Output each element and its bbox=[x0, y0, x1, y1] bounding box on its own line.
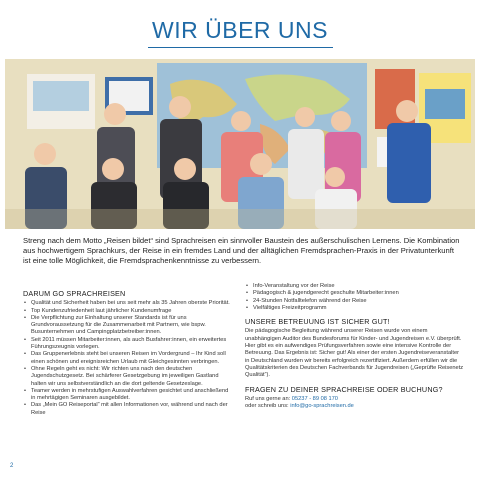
list-item: • Das „Mein GO Reiseportal“ mit allen Informationen vor, während und nach der Reise bbox=[23, 402, 233, 417]
intro-paragraph: Streng nach dem Motto „Reisen bildet“ sind Sprachreisen ein sinnvoller Baustein des außerschulischen Lernens. Die Kombination aus hochwertigem Sprachkurs, der Reise in ein fremdes Land und der alltäglichen Fremdsprachen-Praxis in der Privatunterkunft ist eine tolle Möglichkeit, die Fremdsprachenkenntnisse zu verbessern. bbox=[23, 236, 460, 265]
list-item: • Vielfältiges Freizeitprogramm bbox=[245, 305, 465, 312]
email-link[interactable]: info@go-sprachreisen.de bbox=[290, 403, 354, 410]
phone-label: Ruf uns gerne an: bbox=[245, 395, 292, 402]
page-title: WIR ÜBER UNS bbox=[152, 17, 328, 43]
contact-heading: FRAGEN ZU DEINER SPRACHREISE ODER BUCHUNG? bbox=[245, 384, 443, 394]
list-item: • Teamer werden in mehrstufigen Auswahlverfahren gesichtet und anschließend in mehrtägigen Seminaren ausgebildet. bbox=[23, 388, 233, 403]
title-underline bbox=[148, 47, 333, 48]
page-number: 2 bbox=[10, 463, 14, 469]
list-item: • Ohne Regeln geht es nicht: Wir richten uns nach den deutschen Jugendschutzgesetz. Bei schärferer Gesetzgebung im jeweiligen Gastland halten wir uns selbstverständlich an die dort geltende Gesetzeslage. bbox=[23, 366, 233, 388]
list-item: • Pädagogisch & jugendgerecht geschulte Mitarbeiter:innen bbox=[245, 290, 465, 297]
why-go-list bbox=[23, 300, 233, 417]
list-item: • Info-Veranstaltung vor der Reise bbox=[245, 283, 465, 290]
why-go-heading: DARUM GO SPRACHREISEN bbox=[23, 289, 126, 298]
care-heading: UNSERE BETREUUNG IST SICHER GUT! bbox=[245, 317, 390, 327]
right-column bbox=[245, 283, 465, 410]
mail-label: oder schreib uns: bbox=[245, 403, 291, 410]
mail-line bbox=[245, 403, 465, 410]
phone-link[interactable]: 05237 - 89 08 170 bbox=[291, 395, 338, 402]
list-item: • Die Verpflichtung zur Einhaltung unserer Standards ist für uns Grundvoraussetzung für die Zusammenarbeit mit Partnern, wie bspw. Busunternehmen und Campingplatzbetreiber:innen. bbox=[23, 315, 233, 337]
team-photo bbox=[5, 59, 475, 229]
features-list bbox=[245, 283, 465, 312]
list-item: • Seit 2011 müssen Mitarbeiter:innen, als auch Busfahrer:innen, ein erweitertes Führungszeugnis vorlegen. bbox=[23, 337, 233, 352]
phone-line bbox=[245, 396, 465, 403]
list-item: • 24-Stunden Notfalltelefon während der Reise bbox=[245, 298, 465, 305]
list-item: • Top Kundenzufriedenheit laut jährlicher Kundenumfrage bbox=[23, 308, 233, 315]
left-column bbox=[23, 290, 233, 417]
list-item: • Qualität und Sicherheit haben bei uns seit mehr als 35 Jahren oberste Priorität. bbox=[23, 300, 233, 307]
care-paragraph: Die pädagogische Begleitung während unserer Reisen wurde von einem unabhängigen Auditor des Bundesforums für Kinder- und Jugendreisen e.V. überprüft. Hier gibt es ein aufwendiges Prüfungsverfahren sowie eine intensive Kontrolle der Betreuung. Das Ergebnis ist: Sicher gut! Als einer der ersten Jugendreiseveranstalter in Deutschland wurden wir bereits erfolgreich rezertifiziert. Außerdem erfüllen wir die Qualitätskriterien des Deutschen Fachverbands für Jugendreisen („Geprüfte Reisenetz Qualität“). bbox=[245, 328, 464, 379]
list-item: • Das Gruppenerlebnis steht bei unseren Reisen im Vordergrund – Ihr Kind soll einen schönen und ereignisreichen Urlaub mit Gleichgesinnten verbringen. bbox=[23, 351, 233, 366]
